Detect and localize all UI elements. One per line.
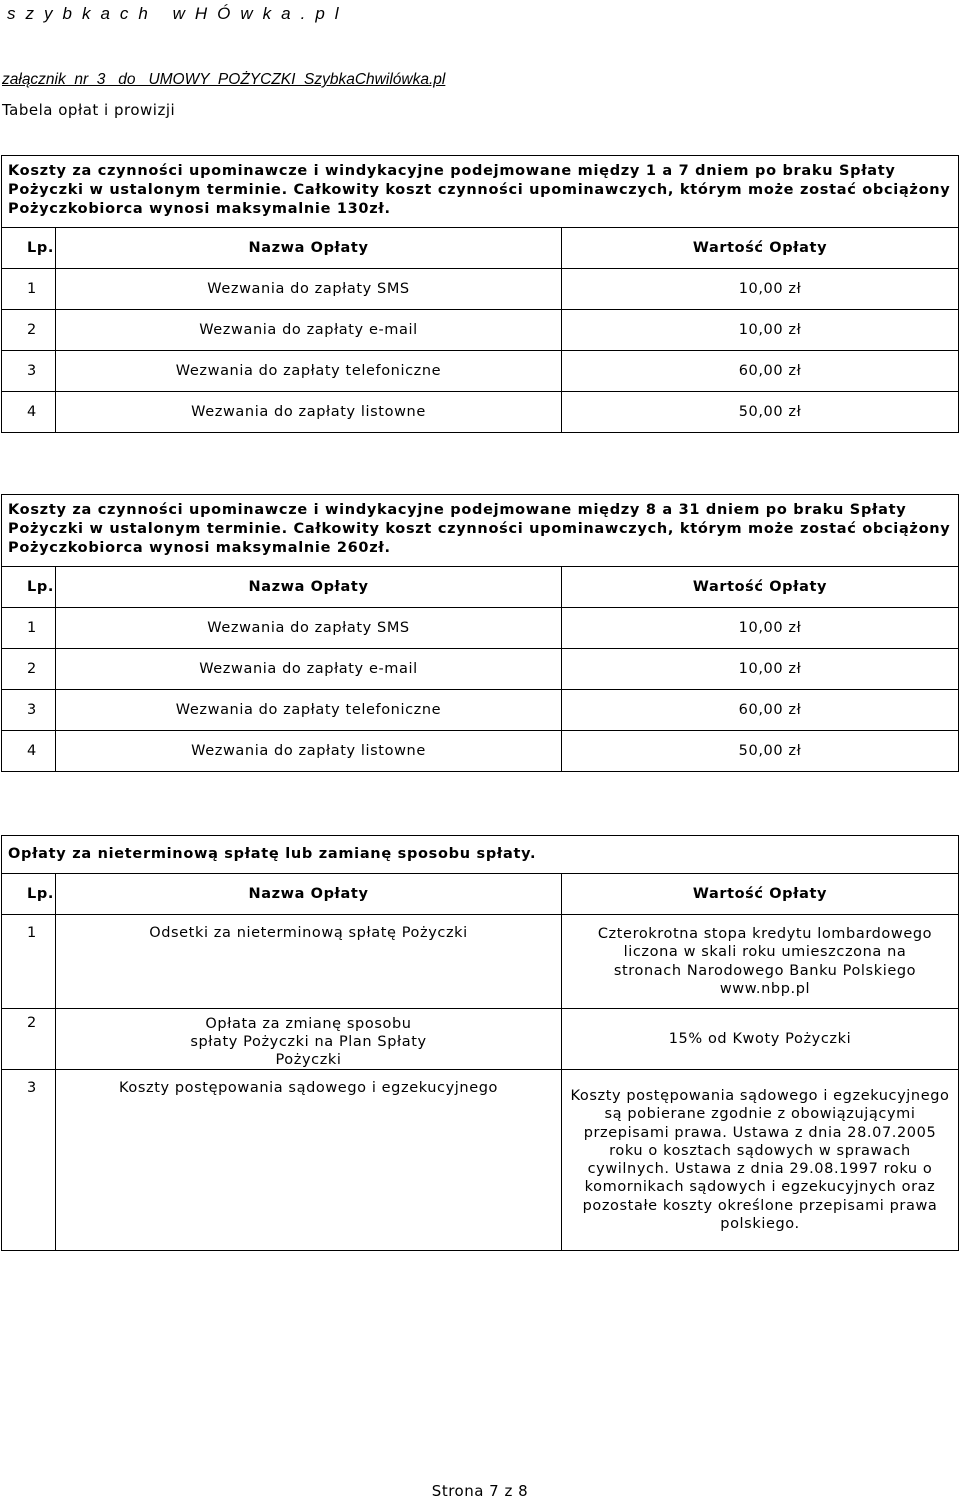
fee-table-1 — [1, 155, 959, 433]
fee-name: Koszty postępowania sądowego i egzekucyjnego — [56, 1070, 562, 1251]
fee-name: Wezwania do zapłaty telefoniczne — [56, 690, 562, 731]
row-number: 2 — [2, 310, 56, 351]
table-row — [2, 392, 959, 433]
row-number: 3 — [2, 690, 56, 731]
column-header-value: Wartość Opłaty — [562, 567, 959, 608]
column-header-name: Nazwa Opłaty — [56, 228, 562, 269]
column-header-value: Wartość Opłaty — [562, 228, 959, 269]
fee-value: 10,00 zł — [562, 269, 959, 310]
table-row — [2, 731, 959, 772]
fee-table-3 — [1, 835, 959, 1251]
table-row — [2, 690, 959, 731]
fee-value: Koszty postępowania sądowego i egzekucyjnego są pobierane zgodnie z obowiązującymi przepisami prawa. Ustawa z dnia 28.07.2005 roku o kosztach sądowych w sprawach cywilnych. Ustawa z dnia 29.08.1997 roku o komornikach sądowych i egzekucyjnych oraz pozostałe koszty określone przepisami prawa polskiego. — [562, 1070, 959, 1251]
fee-value: 10,00 zł — [562, 649, 959, 690]
column-header-name: Nazwa Opłaty — [56, 874, 562, 915]
table-row — [2, 310, 959, 351]
row-number: 1 — [2, 269, 56, 310]
attachment-title: załącznik nr 3 do UMOWY POŻYCZKI SzybkaChwilówka.pl — [2, 71, 446, 88]
row-number: 3 — [2, 1070, 56, 1251]
fee-name: Opłata za zmianę sposobu spłaty Pożyczki na Plan Spłaty Pożyczki — [56, 1009, 562, 1070]
table-row — [2, 649, 959, 690]
fee-name: Wezwania do zapłaty listowne — [56, 731, 562, 772]
fee-table-caption: Opłaty za nieterminową spłatę lub zamianę sposobu spłaty. — [2, 836, 959, 874]
fee-name: Wezwania do zapłaty telefoniczne — [56, 351, 562, 392]
fee-value: Czterokrotna stopa kredytu lombardowego liczona w skali roku umieszczona na stronach Narodowego Banku Polskiego www.nbp.pl — [562, 915, 959, 1009]
table-row — [2, 608, 959, 649]
table-row — [2, 351, 959, 392]
row-number: 3 — [2, 351, 56, 392]
fee-name: Wezwania do zapłaty listowne — [56, 392, 562, 433]
table-row — [2, 269, 959, 310]
table-row — [2, 1009, 959, 1070]
fee-value: 50,00 zł — [562, 392, 959, 433]
column-header-lp: Lp. — [2, 874, 56, 915]
row-number: 4 — [2, 392, 56, 433]
column-header-lp: Lp. — [2, 228, 56, 269]
fee-name: Wezwania do zapłaty e-mail — [56, 310, 562, 351]
fee-value: 10,00 zł — [562, 310, 959, 351]
column-header-name: Nazwa Opłaty — [56, 567, 562, 608]
fee-name: Wezwania do zapłaty SMS — [56, 608, 562, 649]
row-number: 1 — [2, 608, 56, 649]
fee-table-2 — [1, 494, 959, 772]
fee-value: 50,00 zł — [562, 731, 959, 772]
fee-table-caption: Koszty za czynności upominawcze i windykacyjne podejmowane między 1 a 7 dniem po braku Spłaty Pożyczki w ustalonym terminie. Całkowity koszt czynności upominawczych, którym może zostać obciążony Pożyczkobiorca wynosi maksymalnie 130zł. — [2, 156, 959, 228]
fee-name: Wezwania do zapłaty SMS — [56, 269, 562, 310]
column-header-lp: Lp. — [2, 567, 56, 608]
page-number: Strona 7 z 8 — [431, 1482, 529, 1500]
table-row — [2, 1070, 959, 1251]
table-row — [2, 915, 959, 1009]
row-number: 4 — [2, 731, 56, 772]
fee-value: 10,00 zł — [562, 608, 959, 649]
fee-table-caption: Koszty za czynności upominawcze i windykacyjne podejmowane między 8 a 31 dniem po braku Spłaty Pożyczki w ustalonym terminie. Całkowity koszt czynności upominawczych, którym może zostać obciążony Pożyczkobiorca wynosi maksymalnie 260zł. — [2, 495, 959, 567]
document-subtitle: Tabela opłat i prowizji — [2, 101, 176, 119]
fee-name: Odsetki za nieterminową spłatę Pożyczki — [56, 915, 562, 1009]
fee-value: 60,00 zł — [562, 690, 959, 731]
fee-value: 60,00 zł — [562, 351, 959, 392]
row-number: 2 — [2, 649, 56, 690]
row-number: 1 — [2, 915, 56, 1009]
fee-value: 15% od Kwoty Pożyczki — [562, 1009, 959, 1070]
row-number: 2 — [2, 1009, 56, 1070]
column-header-value: Wartość Opłaty — [562, 874, 959, 915]
document-header: szybkach wHÓwka.pl — [7, 4, 349, 23]
fee-name: Wezwania do zapłaty e-mail — [56, 649, 562, 690]
